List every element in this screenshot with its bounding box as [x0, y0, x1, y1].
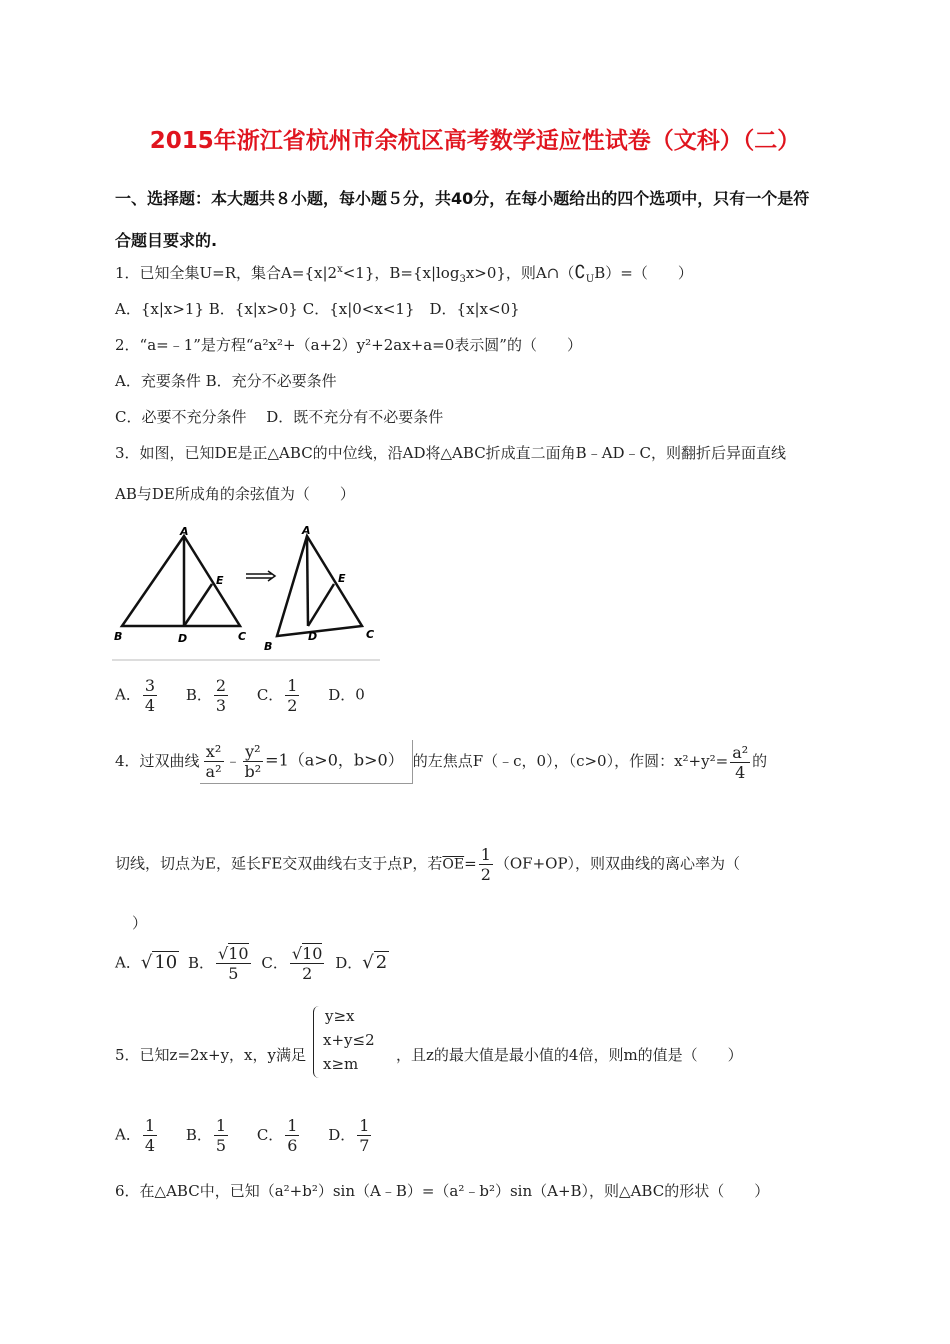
half-num: 1	[480, 845, 491, 864]
q5-opt-c-num: 1	[287, 1116, 298, 1135]
question-4-stem-line2: 切线，切点为E，延长FE交双曲线右支于点P，若$\overline{OE}=$ $\frac{1}{2}$ （OF+OP），则双曲线的离心率为（	[115, 845, 741, 884]
circ-den: 4	[735, 762, 746, 782]
section-heading-line1: 一、选择题：本大题共８小题，每小题５分，共40分，在每小题给出的四个选项中，只有一个是符	[115, 189, 810, 208]
q3-opt-c-label: C．	[256, 685, 284, 704]
q4-end: 的	[752, 752, 768, 770]
q3-opt-a-frac	[143, 676, 157, 715]
q4-opt-c-label: C．	[261, 953, 288, 972]
hyperbola-equation: $\frac{\text{x²}}{\text{a²}}$ ﹣ $\frac{\text{y²}}{\text{b²}}$ =1（a>0，b>0）	[200, 740, 413, 784]
q3-opt-a-label: A．	[115, 685, 141, 704]
q4-opt-c-num: √10	[291, 944, 323, 963]
q4-opt-b-rad: 10	[228, 944, 249, 963]
question-4-stem-line3: ）	[132, 914, 148, 932]
q3-opt-d-value: 0	[355, 685, 365, 704]
fig-label-e1: E	[216, 574, 224, 587]
question-5-prefix: 5．已知z=2x+y，x，y满足	[115, 1046, 306, 1064]
q3-opt-b-frac	[214, 676, 228, 715]
question-6-stem: 6．在△ABC中，已知（a²+b²）sin（A﹣B）=（a²﹣b²）sin（A+B），则△ABC的形状（ ）	[115, 1182, 770, 1200]
q4-opt-c-den: 2	[302, 964, 313, 983]
question-2-options-cd: C．必要不充分条件 D．既不充分有不必要条件	[115, 408, 444, 426]
q4-opt-b-label: B．	[188, 953, 215, 972]
q5-opt-d-den: 7	[359, 1136, 370, 1155]
question-1-options: A．{x|x>1} B．{x|x>0} C．{x|0<x<1} D．{x|x<0}	[115, 300, 520, 318]
q4-mid: 的左焦点F（﹣c，0），（c>0），作圆：x²+y²=	[412, 752, 729, 770]
q4-opt-d-sqrt: √ 2	[362, 951, 388, 973]
q5-opt-a-label: A．	[115, 1125, 141, 1144]
q4-opt-b-num: √10	[218, 944, 249, 963]
q3-opt-a-den: 4	[144, 696, 156, 715]
q5-opt-c-frac	[285, 1116, 299, 1155]
q4-line2a: 切线，切点为E，延长FE交双曲线右支于点P，若	[115, 854, 443, 873]
eq-y-num: y²	[243, 742, 264, 762]
eq-x-num: x²	[204, 742, 224, 762]
q5-opt-a-num: 1	[144, 1116, 156, 1135]
question-4-options	[115, 944, 389, 983]
q4-opt-a-sqrt: √ 10	[140, 951, 178, 973]
q4-opt-d-rad: 2	[375, 951, 388, 973]
q3-opt-b-den: 3	[215, 696, 227, 715]
q1-sup: x	[337, 264, 343, 275]
complement-symbol: ∁	[574, 262, 586, 283]
constraint-1: y≥x	[325, 1007, 355, 1025]
half-frac	[479, 845, 493, 884]
question-5-options	[115, 1116, 373, 1155]
fig-label-c1: C	[238, 630, 247, 643]
constraint-3: x≥m	[323, 1055, 359, 1073]
page-title: 2015年浙江省杭州市余杭区高考数学适应性试卷（文科）（二）	[149, 128, 801, 154]
fig-label-c2: C	[366, 628, 375, 641]
vector-sum: （OF+OP），则双曲线的离心率为（	[494, 854, 741, 873]
vector-oe: $\overline{OE}$	[442, 856, 465, 873]
fig-label-b1: B	[114, 630, 123, 643]
q5-opt-c-den: 6	[287, 1136, 298, 1155]
fig-label-d2: D	[308, 630, 318, 643]
q5-opt-d-label: D．	[328, 1125, 356, 1144]
q1-text-a: 1．已知全集U=R，集合A={x|2	[115, 264, 338, 282]
system-brace	[313, 1006, 322, 1078]
q5-opt-b-den: 5	[215, 1136, 227, 1155]
section-heading-line2: 合题目要求的.	[115, 231, 218, 250]
question-3-stem-line2: AB与DE所成角的余弦值为（ ）	[115, 485, 355, 503]
eq-y-frac	[243, 742, 264, 781]
question-1-stem	[115, 262, 693, 285]
q5-opt-d-num: 1	[359, 1116, 370, 1135]
q4-opt-a-rad: 10	[154, 951, 178, 973]
circle-radius-frac	[730, 743, 750, 782]
eq-x-frac	[204, 742, 224, 781]
q4-prefix: 4．过双曲线	[115, 752, 200, 770]
q3-opt-b-label: B．	[185, 685, 212, 704]
q3-opt-c-num: 1	[287, 676, 298, 695]
question-4-stem-line1	[115, 740, 767, 784]
question-2-options-ab: A．充要条件 B．充分不必要条件	[115, 372, 337, 390]
circ-num: a²	[732, 742, 749, 762]
q5-opt-b-label: B．	[185, 1125, 212, 1144]
q1-comp-sub: U	[585, 274, 595, 285]
eq-y-den: b²	[244, 762, 262, 781]
question-5-suffix: ，且z的最大值是最小值的4倍，则m的值是（ ）	[396, 1046, 743, 1064]
question-3-stem-line1: 3．如图，已知DE是正△ABC的中位线，沿AD将△ABC折成直二面角B﹣AD﹣C，则翻折后异面直线	[115, 444, 787, 462]
q3-opt-c-den: 2	[287, 696, 298, 715]
fig-label-b2: B	[264, 640, 273, 653]
q4-opt-d-label: D．	[335, 953, 363, 972]
q5-opt-a-frac	[143, 1116, 157, 1155]
q5-opt-b-num: 1	[215, 1116, 227, 1135]
q3-opt-a-num: 3	[144, 676, 156, 695]
question-3-options	[115, 676, 365, 715]
q1-sub: 3	[459, 274, 466, 285]
fig-label-e2: E	[338, 572, 346, 585]
q1-text-d: B）=（ ）	[594, 264, 693, 282]
eq-tail: =1（a>0，b>0）	[265, 750, 404, 770]
q1-text-c: x>0}，则A∩（	[465, 264, 575, 282]
q3-opt-d-label: D．	[328, 685, 356, 704]
q4-opt-c-frac	[290, 944, 325, 983]
q4-opt-c-rad: 10	[302, 944, 323, 963]
constraint-2: x+y≤2	[323, 1031, 375, 1049]
q5-opt-b-frac	[214, 1116, 228, 1155]
half-den: 2	[480, 865, 491, 884]
fig-label-a1: A	[180, 525, 189, 538]
q3-opt-c-frac	[285, 676, 299, 715]
q4-opt-b-den: 5	[228, 964, 239, 983]
q4-opt-a-label: A．	[115, 953, 141, 972]
fig-label-a2: A	[302, 524, 311, 537]
triangle-fold-figure	[112, 522, 384, 662]
eq-x-den: a²	[205, 762, 222, 781]
q5-opt-d-frac	[357, 1116, 371, 1155]
q3-opt-b-num: 2	[215, 676, 227, 695]
fig-label-d1: D	[178, 632, 188, 645]
q1-text-b: <1}，B={x|log	[342, 264, 460, 282]
q4-opt-b-frac	[216, 944, 251, 983]
question-2-stem: 2．“a=﹣1”是方程“a²x²+（a+2）y²+2ax+a=0表示圆”的（ ）	[115, 336, 582, 354]
q5-opt-c-label: C．	[256, 1125, 284, 1144]
q5-opt-a-den: 4	[144, 1136, 156, 1155]
